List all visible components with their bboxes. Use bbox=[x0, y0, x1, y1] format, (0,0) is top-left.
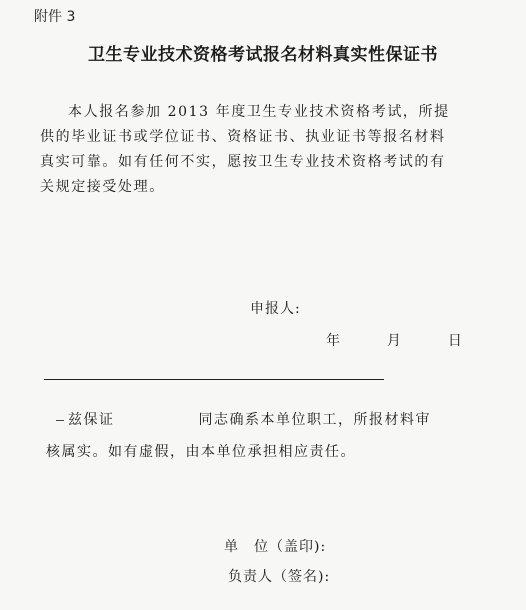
statement-line: 供的毕业证书或学位证书、资格证书、执业证书等报名材料 bbox=[40, 129, 446, 145]
responsible-signature-label: 负责人（签名): bbox=[228, 569, 331, 585]
statement-line: 本人报名参加 2013 年度卫生专业技术资格考试，所提 bbox=[68, 104, 450, 120]
attachment-label: 附件 3 bbox=[34, 9, 76, 25]
certification-line2: 核属实。如有虚假，由本单位承担相应责任。 bbox=[46, 444, 356, 460]
date-line bbox=[326, 330, 462, 350]
separator-line bbox=[44, 379, 384, 380]
dash-mark bbox=[56, 420, 64, 421]
statement-paragraph bbox=[40, 100, 488, 200]
year-label: 年 bbox=[326, 333, 340, 349]
statement-line: 真实可靠。如有任何不实，愿按卫生专业技术资格考试的有 bbox=[40, 154, 446, 170]
certification-prefix: 兹保证 bbox=[68, 412, 115, 428]
day-label: 日 bbox=[447, 333, 462, 349]
statement-line: 关规定接受处理。 bbox=[40, 179, 165, 195]
certification-line1: 同志确系本单位职工，所报材料审 bbox=[198, 412, 431, 428]
document-title: 卫生专业技术资格考试报名材料真实性保证书 bbox=[88, 45, 438, 65]
applicant-label: 申报人: bbox=[250, 301, 301, 317]
month-label: 月 bbox=[386, 333, 401, 349]
unit-seal-label: 单 位（盖印): bbox=[224, 539, 327, 555]
certification-paragraph bbox=[46, 404, 496, 468]
